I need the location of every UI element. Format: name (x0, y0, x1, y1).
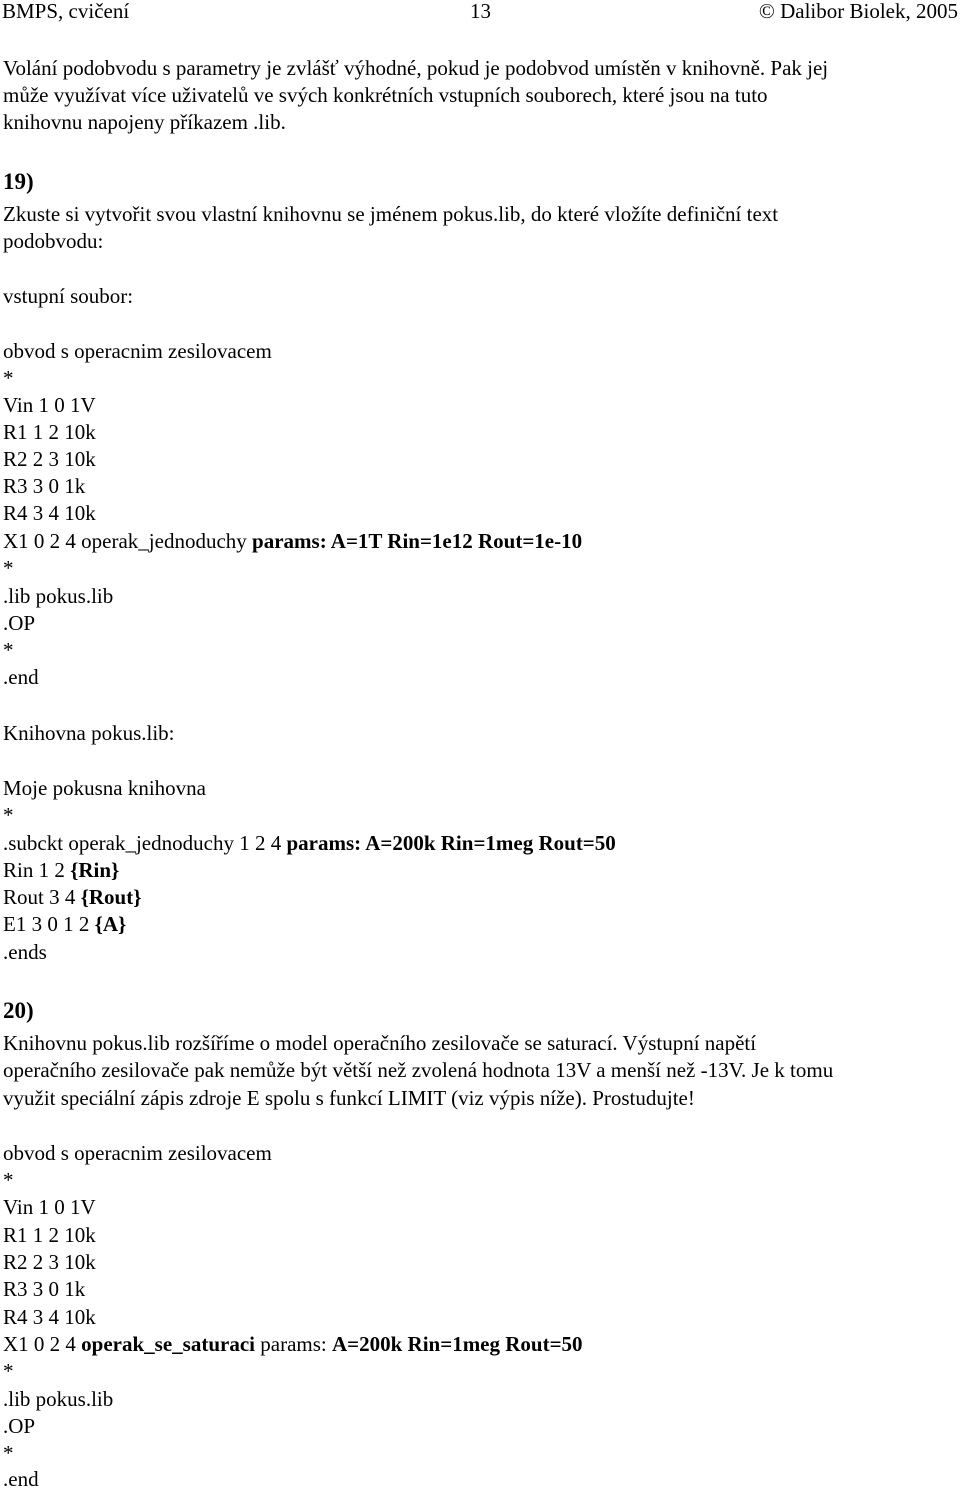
intro-line-1: Volání podobvodu s parametry je zvlášť výhodné, pokud je podobvod umístěn v knihovně. Pak jej (3, 56, 829, 80)
input-file-label: vstupní soubor: (3, 284, 134, 308)
x1-call: X1 0 2 4 operak_jednoduchy (3, 529, 253, 553)
code-line: .end (3, 1467, 39, 1491)
code-line: R2 2 3 10k (3, 447, 96, 471)
code-line-x1-saturation (3, 1331, 583, 1358)
code-line: .ends (3, 940, 47, 964)
code-line: * (3, 803, 14, 827)
intro-line-2: může využívat více uživatelů ve svých konkrétních vstupních souborech, které jsou na tuto (3, 83, 768, 107)
section-20-text-3: využit speciální zápis zdroje E spolu s funkcí LIMIT (viz výpis níže). Prostudujte! (3, 1086, 695, 1110)
rin-param: {Rin} (70, 858, 120, 882)
subckt-def: .subckt operak_jednoduchy 1 2 4 (3, 831, 287, 855)
rout-def: Rout 3 4 (3, 885, 81, 909)
section-20-heading: 20) (3, 998, 34, 1023)
code-line: R3 3 0 1k (3, 1277, 86, 1301)
section-20-text-1: Knihovnu pokus.lib rozšíříme o model operačního zesilovače se saturací. Výstupní napětí (3, 1031, 757, 1055)
code-line: Vin 1 0 1V (3, 393, 96, 417)
code-line: * (3, 1359, 14, 1383)
code-line: * (3, 1168, 14, 1192)
e1-def: E1 3 0 1 2 (3, 912, 95, 936)
code-line: .lib pokus.lib (3, 1387, 114, 1411)
code-line: R1 1 2 10k (3, 1223, 96, 1247)
code-line: .OP (3, 611, 36, 635)
code-line: R1 1 2 10k (3, 420, 96, 444)
code-line: .OP (3, 1414, 36, 1438)
code-line-x1 (3, 528, 582, 555)
code-line: R4 3 4 10k (3, 501, 96, 525)
code-line: R2 2 3 10k (3, 1250, 96, 1274)
code-line-subckt (3, 830, 616, 857)
code-line: .end (3, 665, 39, 689)
code-line: * (3, 1441, 14, 1465)
rin-def: Rin 1 2 (3, 858, 71, 882)
x1-subckt-name: operak_se_saturaci (81, 1332, 255, 1356)
intro-line-3: knihovnu napojeny příkazem .lib. (3, 110, 286, 134)
library-label: Knihovna pokus.lib: (3, 721, 175, 745)
code-line: Vin 1 0 1V (3, 1195, 96, 1219)
section-19-text-1: Zkuste si vytvořit svou vlastní knihovnu se jménem pokus.lib, do které vložíte definiční text (3, 202, 779, 226)
header-course: BMPS, cvičení (2, 0, 130, 23)
code-line: obvod s operacnim zesilovacem (3, 339, 272, 363)
section-19-heading: 19) (3, 169, 34, 194)
code-line: obvod s operacnim zesilovacem (3, 1141, 272, 1165)
code-line: * (3, 638, 14, 662)
code-line: R4 3 4 10k (3, 1305, 96, 1329)
e1-param: {A} (94, 912, 127, 936)
x1-params-keyword: params: (255, 1332, 332, 1356)
code-line: * (3, 366, 14, 390)
lib-title: Moje pokusna knihovna (3, 776, 206, 800)
code-line-rout (3, 884, 141, 911)
code-line: * (3, 556, 14, 580)
code-line: .lib pokus.lib (3, 584, 114, 608)
code-line: R3 3 0 1k (3, 474, 86, 498)
code-line-e1 (3, 911, 126, 938)
header-author: © Dalibor Biolek, 2005 (758, 0, 958, 23)
page-number: 13 (470, 0, 491, 23)
section-19-text-2: podobvodu: (3, 229, 104, 253)
section-20-text-2: operačního zesilovače pak nemůže být větší než zvolená hodnota 13V a menší než -13V. Je k tomu (3, 1058, 834, 1082)
x1-params: A=200k Rin=1meg Rout=50 (331, 1332, 583, 1356)
subckt-params: params: A=200k Rin=1meg Rout=50 (286, 831, 616, 855)
x1-call: X1 0 2 4 (3, 1332, 82, 1356)
code-line-rin (3, 857, 119, 884)
x1-params: params: A=1T Rin=1e12 Rout=1e-10 (252, 529, 583, 553)
rout-param: {Rout} (80, 885, 142, 909)
